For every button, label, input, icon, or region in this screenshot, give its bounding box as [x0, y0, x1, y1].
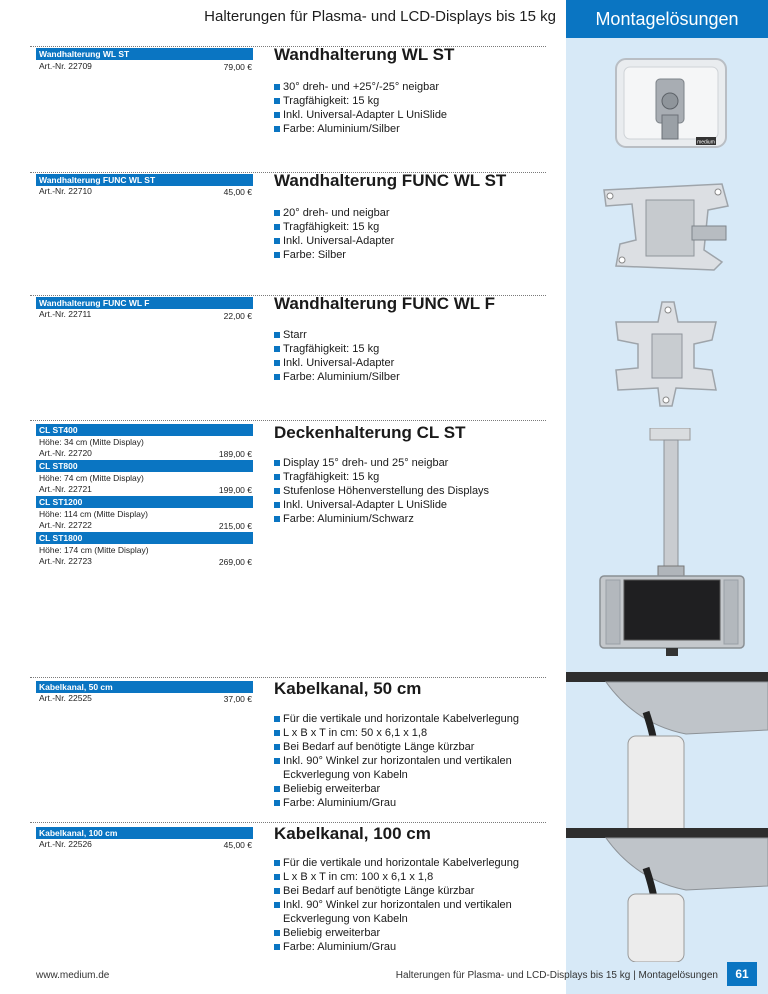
article-number: Art.-Nr. 22723	[39, 556, 92, 566]
article-number: Art.-Nr. 22722	[39, 520, 92, 530]
feature-list	[274, 80, 447, 136]
product-heading: Wandhalterung WL ST	[274, 45, 455, 64]
bullet-icon	[274, 84, 280, 90]
feature-list	[274, 206, 394, 262]
product-heading: Wandhalterung FUNC WL F	[274, 294, 495, 313]
article-number: Art.-Nr. 22721	[39, 484, 92, 494]
price: 22,00 €	[223, 311, 252, 321]
list-item: Display 15° dreh- und 25° neigbar	[274, 456, 489, 470]
price: 269,00 €	[218, 557, 252, 567]
divider	[30, 420, 546, 421]
product-heading: Deckenhalterung CL ST	[274, 423, 466, 442]
bullet-icon	[274, 374, 280, 380]
bullet-icon	[274, 474, 280, 480]
bullet-icon	[274, 944, 280, 950]
ceiling-mount-display-icon	[592, 428, 752, 660]
bullet-icon	[274, 238, 280, 244]
cable-channel-icon	[566, 672, 768, 962]
price: 189,00 €	[218, 449, 252, 459]
wall-bracket-icon	[612, 55, 730, 155]
footer-caption: Halterungen für Plasma- und LCD-Displays bis 15 kg | Montagelösungen	[395, 970, 718, 981]
variant-label: CL ST400	[36, 424, 253, 436]
bullet-icon	[274, 758, 280, 764]
list-item: Für die vertikale und horizontale Kabelverlegung	[274, 712, 519, 726]
list-item: Tragfähigkeit: 15 kg	[274, 94, 447, 108]
list-item: Inkl. Universal-Adapter	[274, 234, 394, 248]
bullet-icon	[274, 488, 280, 494]
divider	[30, 677, 546, 678]
bullet-icon	[274, 126, 280, 132]
list-item: L x B x T in cm: 100 x 6,1 x 1,8	[274, 870, 519, 884]
bullet-icon	[274, 860, 280, 866]
variant-label: CL ST1200	[36, 496, 253, 508]
list-item: Farbe: Aluminium/Grau	[274, 940, 519, 954]
article-number: Art.-Nr. 22711	[39, 309, 92, 319]
bullet-icon	[274, 210, 280, 216]
product-heading: Wandhalterung FUNC WL ST	[274, 171, 507, 190]
bullet-icon	[274, 786, 280, 792]
variant-label: CL ST800	[36, 460, 253, 472]
list-item: Inkl. 90° Winkel zur horizontalen und vertikalen	[274, 754, 519, 768]
feature-list	[274, 456, 489, 526]
list-item: Farbe: Aluminium/Silber	[274, 370, 400, 384]
list-item: 20° dreh- und neigbar	[274, 206, 394, 220]
svg-text:medium: medium	[697, 139, 715, 146]
product-label: Wandhalterung WL ST	[36, 48, 253, 60]
page-number: 61	[727, 962, 757, 986]
list-item: Eckverlegung von Kabeln	[283, 913, 408, 925]
article-number: Art.-Nr. 22720	[39, 448, 92, 458]
list-item: Tragfähigkeit: 15 kg	[274, 220, 394, 234]
divider	[30, 822, 546, 823]
variant-height: Höhe: 114 cm (Mitte Display)	[39, 509, 148, 519]
footer-url[interactable]: www.medium.de	[36, 970, 110, 981]
bullet-icon	[274, 902, 280, 908]
bullet-icon	[274, 252, 280, 258]
list-item: Inkl. Universal-Adapter L UniSlide	[274, 108, 447, 122]
bullet-icon	[274, 888, 280, 894]
bullet-icon	[274, 716, 280, 722]
product-label: Wandhalterung FUNC WL F	[36, 297, 253, 309]
variant-height: Höhe: 174 cm (Mitte Display)	[39, 545, 149, 555]
bullet-icon	[274, 502, 280, 508]
list-item: Stufenlose Höhenverstellung des Displays	[274, 484, 489, 498]
bullet-icon	[274, 730, 280, 736]
list-item: Bei Bedarf auf benötigte Länge kürzbar	[274, 740, 519, 754]
bullet-icon	[274, 800, 280, 806]
article-number: Art.-Nr. 22525	[39, 693, 92, 703]
product-label: Wandhalterung FUNC WL ST	[36, 174, 253, 186]
bullet-icon	[274, 874, 280, 880]
list-item: Farbe: Aluminium/Silber	[274, 122, 447, 136]
list-item: Inkl. Universal-Adapter L UniSlide	[274, 498, 489, 512]
list-item: Inkl. 90° Winkel zur horizontalen und vertikalen	[274, 898, 519, 912]
list-item: Beliebig erweiterbar	[274, 782, 519, 796]
bullet-icon	[274, 346, 280, 352]
price: 45,00 €	[223, 840, 252, 850]
list-item: Beliebig erweiterbar	[274, 926, 519, 940]
article-number: Art.-Nr. 22710	[39, 186, 92, 196]
product-label: Kabelkanal, 100 cm	[36, 827, 253, 839]
bullet-icon	[274, 98, 280, 104]
list-item: L x B x T in cm: 50 x 6,1 x 1,8	[274, 726, 519, 740]
price: 199,00 €	[218, 485, 252, 495]
list-item: Für die vertikale und horizontale Kabelverlegung	[274, 856, 519, 870]
list-item: Eckverlegung von Kabeln	[283, 769, 408, 781]
product-label: Kabelkanal, 50 cm	[36, 681, 253, 693]
list-item: Farbe: Aluminium/Schwarz	[274, 512, 489, 526]
bullet-icon	[274, 332, 280, 338]
list-item: Bei Bedarf auf benötigte Länge kürzbar	[274, 884, 519, 898]
bullet-icon	[274, 516, 280, 522]
variant-label: CL ST1800	[36, 532, 253, 544]
bullet-icon	[274, 460, 280, 466]
article-number: Art.-Nr. 22526	[39, 839, 92, 849]
price: 215,00 €	[218, 521, 252, 531]
bullet-icon	[274, 744, 280, 750]
list-item: Farbe: Aluminium/Grau	[274, 796, 519, 810]
price: 45,00 €	[223, 187, 252, 197]
product-heading: Kabelkanal, 100 cm	[274, 824, 431, 843]
tilt-bracket-icon	[596, 180, 736, 272]
bullet-icon	[274, 360, 280, 366]
bullet-icon	[274, 224, 280, 230]
list-item: Tragfähigkeit: 15 kg	[274, 342, 400, 356]
fixed-bracket-icon	[608, 298, 724, 410]
bullet-icon	[274, 112, 280, 118]
variant-height: Höhe: 74 cm (Mitte Display)	[39, 473, 144, 483]
feature-list	[274, 856, 519, 954]
list-item: Starr	[274, 328, 400, 342]
list-item: 30° dreh- und +25°/-25° neigbar	[274, 80, 447, 94]
price: 79,00 €	[223, 62, 252, 72]
bullet-icon	[274, 930, 280, 936]
variant-height: Höhe: 34 cm (Mitte Display)	[39, 437, 144, 447]
section-title: Montagelösungen	[566, 0, 768, 38]
list-item: Tragfähigkeit: 15 kg	[274, 470, 489, 484]
list-item: Farbe: Silber	[274, 248, 394, 262]
page-title: Halterungen für Plasma- und LCD-Displays bis 15 kg	[204, 8, 556, 25]
article-number: Art.-Nr. 22709	[39, 61, 92, 71]
product-heading: Kabelkanal, 50 cm	[274, 679, 422, 698]
price: 37,00 €	[223, 694, 252, 704]
feature-list	[274, 712, 519, 810]
feature-list	[274, 328, 400, 384]
list-item: Inkl. Universal-Adapter	[274, 356, 400, 370]
